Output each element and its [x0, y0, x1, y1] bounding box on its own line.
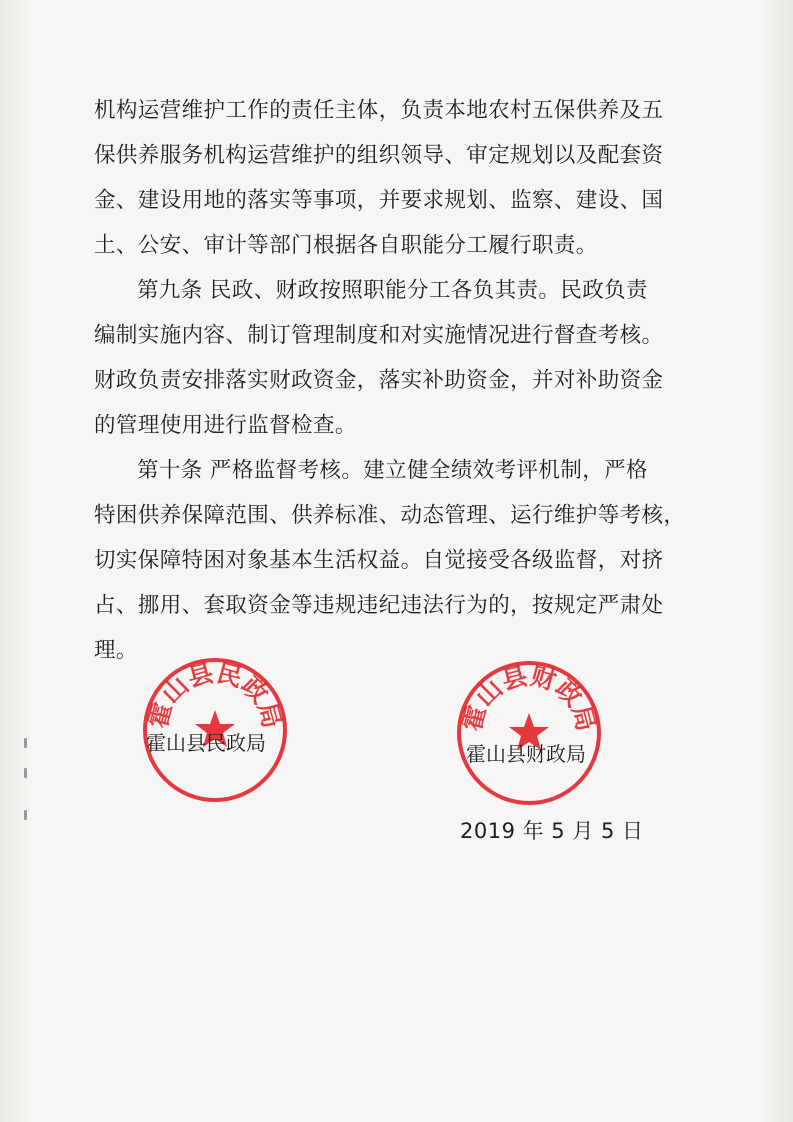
seal-arc-text: 霍山县民政局 — [143, 658, 287, 732]
binding-mark — [24, 738, 27, 748]
document-body — [94, 88, 706, 673]
body-line: 特困供养保障范围、供养标准、动态管理、运行维护等考核， — [94, 503, 686, 528]
article-10-heading-line: 第十条 严格监督考核。建立健全绩效考评机制，严格 — [137, 458, 648, 483]
civil-affairs-seal — [140, 655, 290, 805]
document-date: 2019 年 5 月 5 日 — [460, 819, 644, 843]
seal-arc-text: 霍山县财政局 — [457, 661, 601, 735]
article-9-heading-line: 第九条 民政、财政按照职能分工各负其责。民政负责 — [137, 278, 648, 303]
body-line: 保供养服务机构运营维护的组织领导、审定规划以及配套资 — [94, 143, 664, 168]
binding-mark — [24, 810, 27, 820]
body-line: 编制实施内容、制订管理制度和对实施情况进行督查考核。 — [94, 323, 664, 348]
body-line: 切实保障特困对象基本生活权益。自觉接受各级监督，对挤 — [94, 548, 664, 573]
finance-signature: 霍山县财政局 — [466, 742, 586, 766]
body-line: 理。 — [94, 638, 138, 663]
body-line: 占、挪用、套取资金等违规违纪违法行为的，按规定严肃处 — [94, 593, 664, 618]
binding-mark — [24, 768, 27, 778]
body-line: 土、公安、审计等部门根据各自职能分工履行职责。 — [94, 233, 598, 258]
seal-graphic — [454, 658, 604, 808]
finance-seal — [454, 658, 604, 808]
body-line: 财政负责安排落实财政资金，落实补助资金，并对补助资金 — [94, 368, 664, 393]
civil-affairs-signature: 霍山县民政局 — [146, 731, 266, 755]
body-line: 的管理使用进行监督检查。 — [94, 413, 357, 438]
body-line: 机构运营维护工作的责任主体，负责本地农村五保供养及五 — [94, 98, 664, 123]
body-line: 金、建设用地的落实等事项，并要求规划、监察、建设、国 — [94, 188, 664, 213]
